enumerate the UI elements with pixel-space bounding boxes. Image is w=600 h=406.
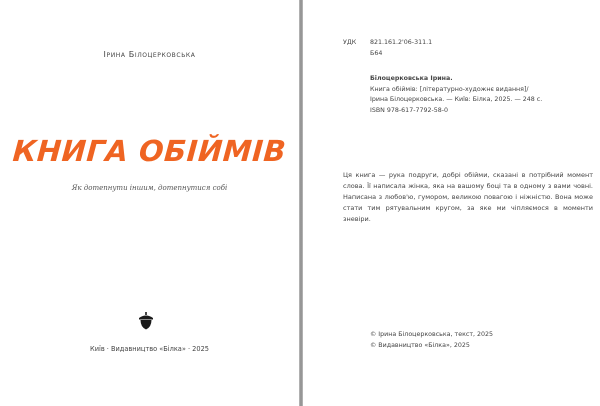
author-name: Ірина Білоцерковська <box>103 50 196 59</box>
left-page <box>0 0 299 406</box>
publisher-imprint: Київ · Видавництво «Білка» · 2025 <box>90 345 209 353</box>
book-annotation: Ця книга — рука подруги, добрі обійми, сказані в потрібний момент слова. Її написала жінка, яка на вашому боці та в одному з вами човні. Написана з любов'ю, гумором, великою повагою і ніжністю. Вона може стати тим рятувальним кругом, за яке ми чіпляємося в моменти зневіри. <box>343 171 593 223</box>
udc-code: 821.161.2'06-311.1 <box>370 39 433 46</box>
copyright-publisher: © Видавництво «Білка», 2025 <box>370 341 470 349</box>
classification-block <box>343 38 432 59</box>
udc-label: УДК <box>343 39 357 46</box>
book-title: КНИГА ОБІЙМІВ <box>11 134 288 168</box>
copyright-text: © Ірина Білоцерковська, текст, 2025 <box>370 331 494 338</box>
catalog-title: Книга обіймів: [літературно-художнє видання]/ <box>370 85 529 93</box>
book-subtitle: Як дотепнути іншим, дотепнутися собі <box>71 184 228 192</box>
catalog-record <box>370 74 542 116</box>
catalog-author: Білоцерковська Ірина. <box>370 75 453 82</box>
copyright-block <box>370 330 493 351</box>
bbk-code: Б64 <box>370 49 383 57</box>
catalog-publication: Ірина Білоцерковська. — Київ: Білка, 2025. — 248 с. <box>370 96 543 103</box>
catalog-isbn: ISBN 978-617-7792-58-0 <box>370 106 449 114</box>
acorn-icon <box>138 312 154 330</box>
